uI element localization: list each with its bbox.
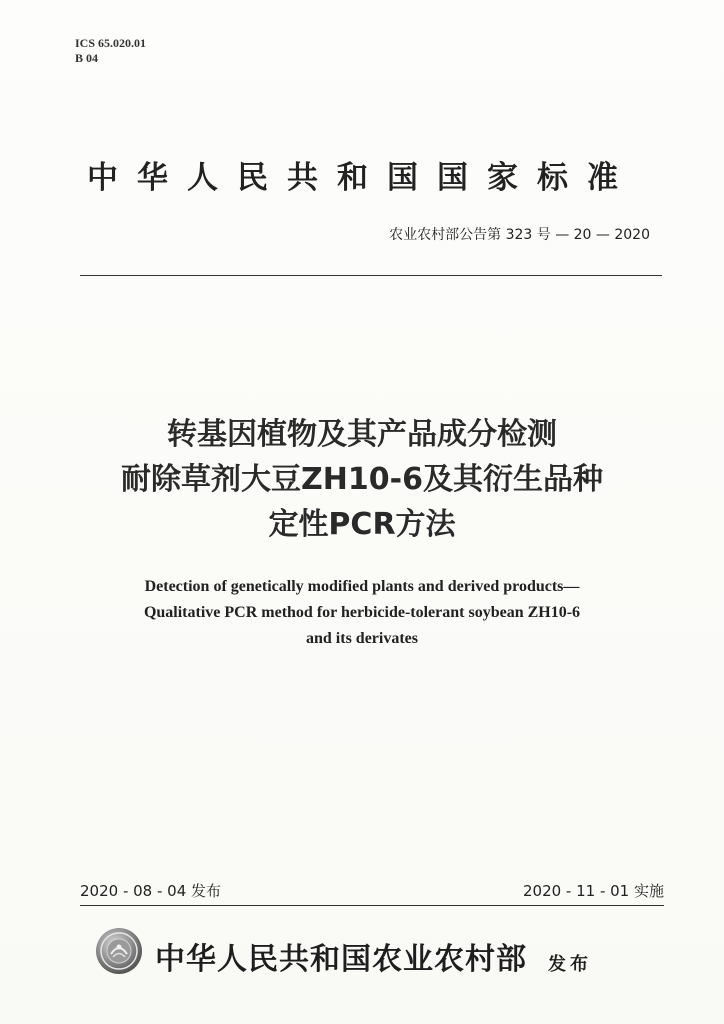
bottom-divider xyxy=(80,905,664,906)
issuing-authority: 中华人民共和国农业农村部 xyxy=(155,942,527,977)
english-title-line-1: Detection of genetically modified plants and derived products— xyxy=(144,578,580,595)
chinese-title-line-3: 定性PCR方法 xyxy=(268,507,456,542)
english-title-line-3: and its derivates xyxy=(306,630,418,647)
classification-block xyxy=(75,36,146,66)
ccs-code: B 04 xyxy=(75,51,99,65)
ministry-emblem-icon xyxy=(94,926,144,976)
chinese-title-line-2: 耐除草剂大豆ZH10-6及其衍生品种 xyxy=(121,462,603,497)
chinese-title-line-1: 转基因植物及其产品成分检测 xyxy=(167,417,557,452)
top-divider xyxy=(80,275,662,276)
effective-date: 2020 - 11 - 01 实施 xyxy=(522,882,664,900)
chinese-title xyxy=(20,412,704,547)
issue-action: 发布 xyxy=(548,954,592,975)
announcement-number: 农业农村部公告第 323 号 — 20 — 2020 xyxy=(389,227,650,243)
ics-code: ICS 65.020.01 xyxy=(75,36,147,50)
standard-title: 中华人民共和国国家标准 xyxy=(87,160,637,196)
issue-date: 2020 - 08 - 04 发布 xyxy=(80,882,222,900)
english-title-line-2: Qualitative PCR method for herbicide-tolerant soybean ZH10-6 xyxy=(143,604,581,621)
english-title xyxy=(20,574,704,652)
